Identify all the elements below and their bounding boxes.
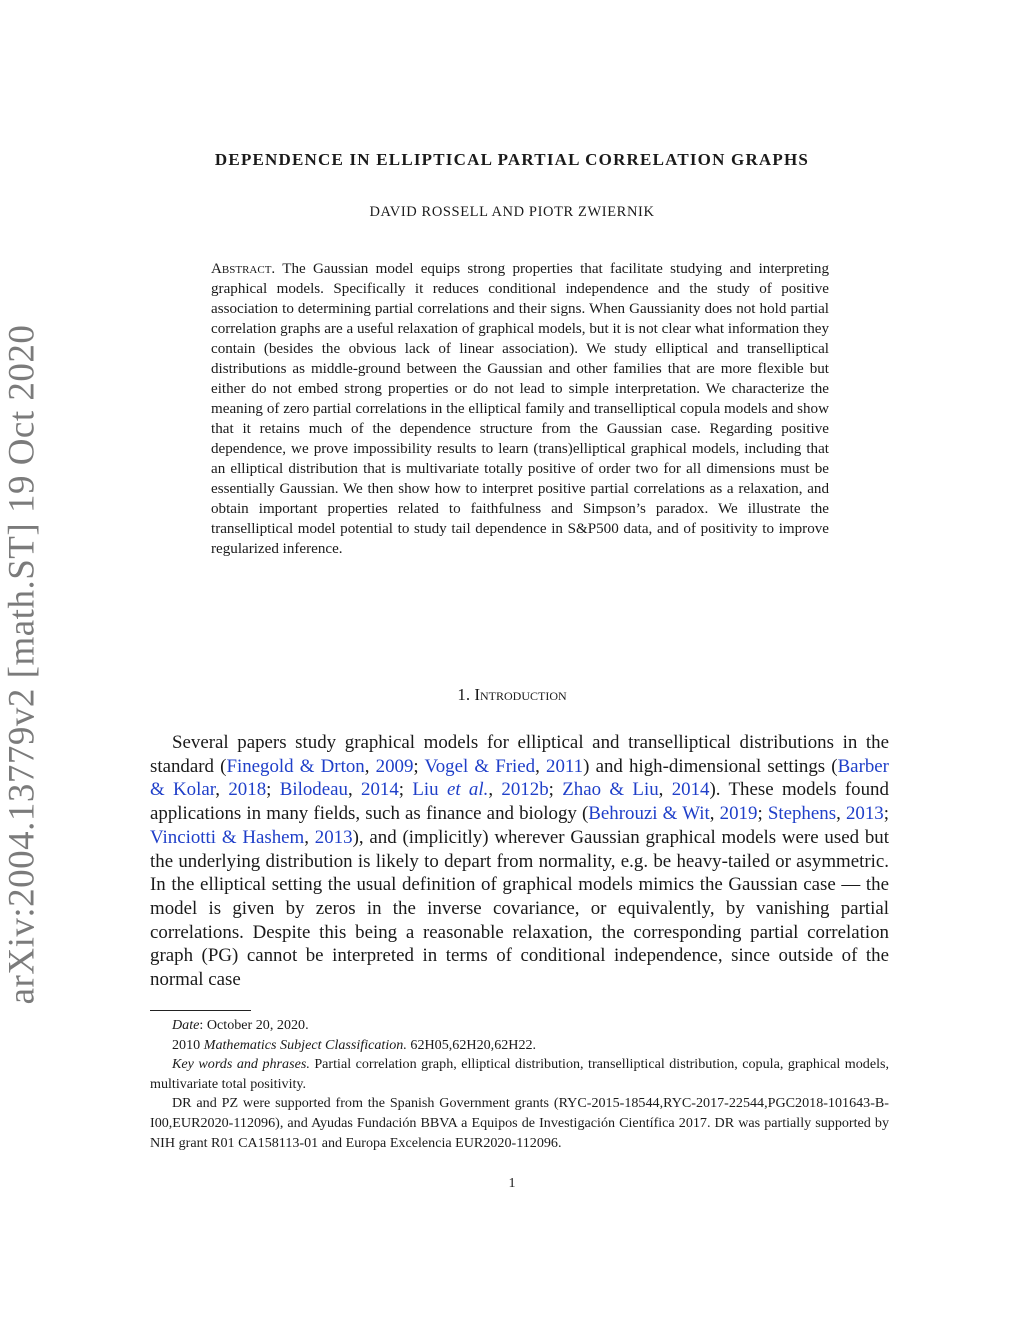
body-text: ; <box>548 779 563 801</box>
footnote-rule <box>150 1010 251 1011</box>
footnote-label: Key words and phrases. <box>172 1056 310 1073</box>
citation-link[interactable]: 2013 <box>845 803 884 825</box>
footnote-text: 2010 <box>172 1036 204 1053</box>
body-text: ), and (implicitly) wherever Gaussian graphical models were used but the underlying distribution is likely to depart from normality, e.g. be heavy-tailed or asymmetric. In the elliptical setting the usual definition of graphical models mimics the Gaussian case — the model is given by zeros in the inverse covariance, or equivalently, by vanishing partial correlations. Despite this being a reasonable relaxation, the corresponding partial correlation graph (PG) cannot be interpreted in terms of conditional independence, since outside of the normal case <box>150 826 889 991</box>
citation-link[interactable]: Behrouzi & Wit <box>588 803 710 825</box>
page-number: 1 <box>508 1176 516 1191</box>
body-text: ; <box>883 803 889 825</box>
citation-link[interactable]: 2019 <box>719 803 758 825</box>
body-text: , <box>658 779 672 801</box>
citation-link[interactable]: 2018 <box>228 779 267 801</box>
abstract-text: The Gaussian model equips strong properties that facilitate studying and interpreting graphical models. Specifically it reduces conditional independence and the study of positive association to determining partial correlations and their signs. When Gaussianity does not hold partial correlation graphs are a useful relaxation of graphical models, but it is not clear what information they contain (besides the obvious lack of linear association). We study elliptical and transelliptical distributions as middle-ground between the Gaussian and other families that are more flexible but either do not embed strong properties or do not lead to simple interpretation. We characterize the meaning of zero partial correlations in the elliptical family and transelliptical copula models and show that it retains much of the dependence structure from the Gaussian case. Regarding positive dependence, we prove impossibility results to learn (trans)elliptical graphical models, including that an elliptical distribution that is multivariate totally positive of order two for all dimensions must be essentially Gaussian. We then show how to interpret positive partial correlations as a relaxation, and obtain important properties related to faithfulness and Simpson’s paradox. We illustrate the transelliptical model potential to study tail dependence in S&P500 data, and of positivity to improve regularized inference. <box>211 261 829 557</box>
citation-link[interactable]: Finegold & Drton <box>226 755 365 777</box>
body-text: ; <box>398 779 413 801</box>
footnote-keywords <box>150 1055 889 1094</box>
body-text: Several papers study graphical models for elliptical and transelliptical distributions in the standard ( <box>150 732 889 777</box>
citation-link[interactable]: 2014 <box>671 779 710 801</box>
footnote-date <box>150 1016 889 1036</box>
body-text: ) and high-dimensional settings ( <box>583 755 838 777</box>
citation-link[interactable]: et al. <box>446 779 489 801</box>
body-text: , <box>488 779 502 801</box>
abstract-label: Abstract. <box>211 261 276 277</box>
body-text: , <box>535 755 547 777</box>
citation-link[interactable]: Stephens <box>767 803 837 825</box>
intro-body <box>150 731 889 992</box>
citation-link[interactable]: 2013 <box>314 826 353 848</box>
citation-link[interactable]: Barber & Kolar <box>150 755 889 801</box>
citation-link[interactable]: Vinciotti & Hashem <box>150 826 305 848</box>
body-text: , <box>347 779 361 801</box>
section-title: Introduction <box>474 685 567 704</box>
footnote-funding: DR and PZ were supported from the Spanish Government grants (RYC-2015-18544,RYC-2017-22544,PGC2018-101643-B-I00,EUR2020-112096), and Ayudas Fundación BBVA a Equipos de Investigación Científica 2017. DR was partially supported by NIH grant R01 CA158113-01 and Europa Excelencia EUR2020-112096. <box>150 1095 889 1151</box>
footnote-text: : October 20, 2020. <box>199 1017 309 1033</box>
body-text: ; <box>266 779 280 801</box>
citation-link[interactable]: 2011 <box>546 755 584 777</box>
footnote-msc <box>150 1036 889 1056</box>
abstract <box>211 259 829 559</box>
citation-link[interactable]: Liu <box>412 779 447 801</box>
section-number: 1. <box>457 685 471 704</box>
intro-paragraph <box>150 731 889 992</box>
section-heading <box>0 685 1024 705</box>
citation-link[interactable]: 2009 <box>375 755 414 777</box>
citation-link[interactable]: 2014 <box>361 779 399 801</box>
paper-title: DEPENDENCE IN ELLIPTICAL PARTIAL CORRELATION GRAPHS <box>214 150 810 169</box>
footnote-text: 62H05,62H20,62H22. <box>406 1036 537 1053</box>
footnote-label: Date <box>172 1017 200 1033</box>
citation-link[interactable]: Bilodeau <box>279 779 348 801</box>
body-text: , <box>304 826 315 848</box>
footnotes <box>150 1016 889 1153</box>
citation-link[interactable]: Zhao & Liu <box>562 779 659 801</box>
body-text: ; <box>757 803 768 825</box>
body-text: ). These models found applications in many fields, such as finance and biology ( <box>150 779 889 825</box>
footnote-text: Partial correlation graph, elliptical distribution, transelliptical distribution, copula, graphical models, multivariate total positivity. <box>150 1056 889 1092</box>
authors: DAVID ROSSELL AND PIOTR ZWIERNIK <box>369 204 655 220</box>
body-text: , <box>364 755 376 777</box>
body-text: , <box>836 803 846 825</box>
arxiv-identifier: arXiv:2004.13779v2 [math.ST] 19 Oct 2020 <box>1 324 43 1005</box>
citation-link[interactable]: Vogel & Fried <box>424 755 536 777</box>
body-text: , <box>215 779 229 801</box>
footnote-label: Mathematics Subject Classification. <box>203 1036 407 1053</box>
body-text: , <box>709 803 720 825</box>
body-text: ; <box>413 755 425 777</box>
citation-link[interactable]: 2012b <box>501 779 549 801</box>
